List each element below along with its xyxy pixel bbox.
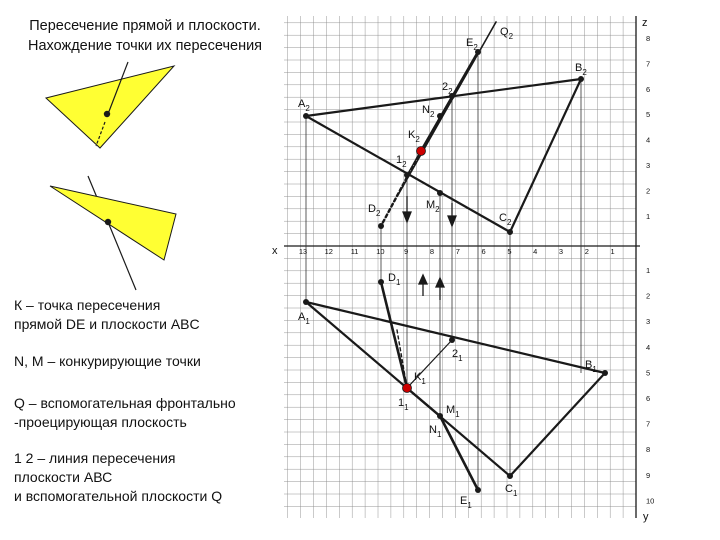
point-label-e1: $E_1$	[460, 495, 472, 510]
point-d1	[378, 279, 384, 285]
y-axis-label: y	[643, 511, 649, 523]
x-tick-label: 13	[298, 247, 308, 256]
point-label-n2: $N_2$	[422, 104, 435, 119]
view-arrows-horizontal	[419, 275, 444, 300]
point-c2	[507, 229, 513, 235]
x-tick-label: 2	[584, 247, 589, 256]
arrow-1-head	[403, 212, 411, 222]
y-tick-labels	[646, 266, 654, 505]
illustration-bottom	[50, 176, 176, 290]
z-tick-label: 8	[646, 34, 651, 43]
point-label-d2: $D_2$	[368, 203, 381, 218]
note-12-line-2: плоскости АВС	[14, 469, 113, 485]
title-line-1: Пересечение прямой и плоскости.	[29, 18, 261, 34]
point-k1	[403, 384, 412, 393]
z-tick-labels	[646, 34, 650, 221]
point-label-p11: $1_1$	[398, 397, 409, 412]
arrow-3-head	[419, 275, 427, 284]
point-label-p21: $2_1$	[452, 348, 463, 363]
line-k1-e1	[440, 416, 478, 490]
point-labels	[298, 26, 597, 510]
line-d1-dashed	[397, 330, 407, 388]
line-d1-k1	[381, 282, 407, 388]
z-tick-label: 5	[646, 110, 651, 120]
note-nm-line: N, M – конкурирующие точки	[14, 353, 201, 369]
y-tick-label: 4	[646, 342, 651, 352]
note-12-line-1: 1 2 – линия пересечения	[14, 450, 176, 466]
z-axis-label: z	[642, 17, 648, 29]
point-label-b1: $B_1$	[585, 359, 597, 374]
z-tick-label: 2	[646, 186, 651, 196]
y-tick-label: 5	[646, 368, 651, 378]
title-line-2: Нахождение точки их пересечения	[28, 38, 263, 54]
point-k2	[417, 147, 426, 156]
point-a1	[303, 299, 309, 305]
intersection-point-top	[104, 111, 110, 117]
z-tick-label: 1	[646, 211, 651, 221]
frontal-projection	[306, 22, 581, 232]
edge-b1-c1	[510, 373, 605, 476]
point-d2	[378, 223, 384, 229]
x-tick-label: 10	[376, 247, 385, 256]
x-tick-label: 6	[481, 247, 486, 256]
y-tick-label: 10	[646, 496, 655, 506]
x-tick-label: 7	[455, 247, 460, 256]
point-label-k1: $K_1$	[414, 371, 426, 386]
z-tick-label: 6	[646, 84, 651, 94]
point-label-q2: $Q_2$	[500, 26, 514, 41]
point-a2	[303, 113, 309, 119]
point-label-c2: $C_2$	[499, 212, 512, 227]
point-label-c1: $C_1$	[505, 483, 518, 498]
x-tick-label: 3	[558, 247, 564, 256]
note-q-line-1: Q – вспомогательная фронтально	[14, 395, 236, 411]
x-tick-label: 1	[610, 247, 615, 256]
x-axis-label: x	[272, 245, 278, 257]
note-k-line-1: К – точка пересечения	[14, 297, 161, 313]
y-tick-label: 1	[646, 266, 651, 275]
point-label-n1: $N_1$	[429, 424, 442, 439]
z-tick-label: 7	[646, 59, 651, 69]
point-label-b2: $B_2$	[575, 62, 587, 77]
point-label-k2: $K_2$	[408, 129, 420, 144]
point-m1-n1	[437, 413, 443, 419]
x-tick-label: 9	[404, 247, 409, 256]
grid	[284, 16, 636, 518]
illustration-top	[46, 62, 174, 148]
z-tick-label: 3	[646, 161, 651, 170]
point-label-p22: $2_2$	[442, 81, 453, 96]
point-label-d1: $D_1$	[388, 272, 401, 287]
point-e1	[475, 487, 481, 493]
point-label-e2: $E_2$	[466, 37, 478, 52]
y-tick-label: 7	[646, 419, 651, 429]
note-q-line-2: -проецирующая плоскость	[14, 414, 187, 430]
y-tick-label: 6	[646, 394, 651, 403]
z-tick-label: 4	[646, 135, 651, 145]
y-tick-label: 8	[646, 445, 651, 455]
point-21	[449, 337, 455, 343]
point-label-m2: $M_2$	[426, 199, 440, 214]
point-m2	[437, 190, 443, 196]
y-tick-label: 3	[646, 317, 651, 327]
intersection-point-bottom	[105, 219, 111, 225]
point-label-m1: $M_1$	[446, 404, 460, 419]
point-n2	[437, 113, 443, 119]
x-tick-label: 4	[533, 247, 538, 256]
plane-triangle-top	[46, 66, 174, 148]
point-c1	[507, 473, 513, 479]
frontal-points	[303, 49, 584, 235]
x-tick-label: 5	[507, 247, 512, 256]
plane-triangle-bottom	[50, 186, 176, 260]
point-12	[404, 172, 410, 178]
x-tick-label: 11	[350, 247, 359, 256]
note-k-line-2: прямой DE и плоскости ABC	[14, 316, 200, 332]
point-label-a1: $A_1$	[298, 311, 310, 326]
arrow-4-head	[436, 278, 444, 287]
y-tick-label: 9	[646, 470, 651, 480]
x-tick-label: 8	[429, 247, 435, 256]
x-tick-labels	[299, 247, 615, 256]
y-tick-label: 2	[646, 291, 651, 301]
point-label-a2: $A_2$	[298, 98, 310, 113]
point-label-p12: $1_2$	[396, 154, 407, 169]
point-b1	[602, 370, 608, 376]
note-12-line-3: и вспомогательной плоскости Q	[14, 488, 223, 504]
line-k1-e1-hidden	[407, 388, 440, 416]
x-tick-label: 12	[324, 247, 333, 256]
